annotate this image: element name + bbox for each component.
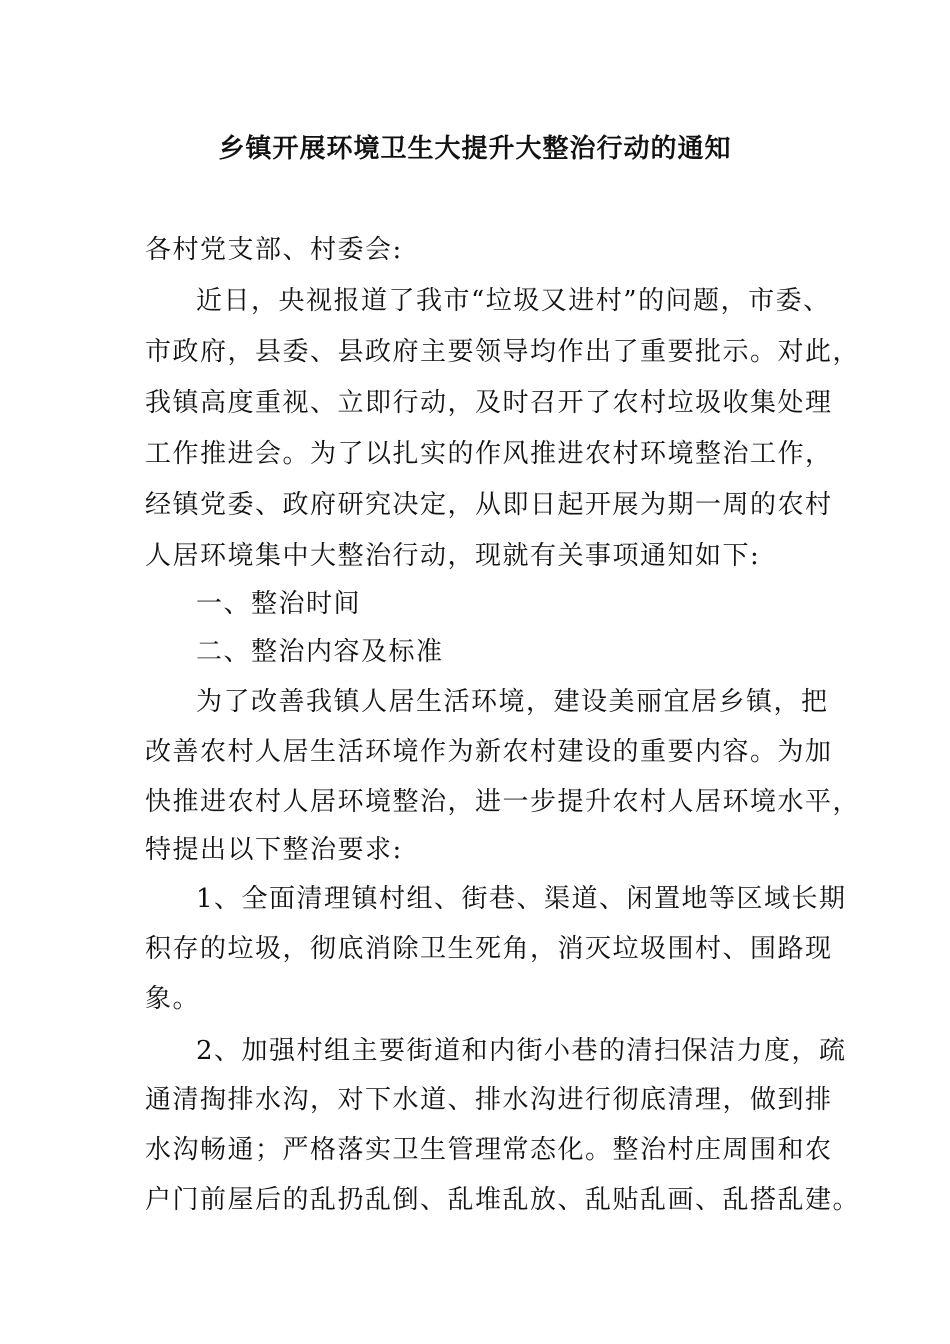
body-line: 特提出以下整治要求: [145,835,403,865]
salutation: 各村党支部、村委会: [145,235,403,265]
section-heading: 二、整治内容及标准 [196,637,444,667]
body-line: 工作推进会。为了以扎实的作风推进农村环境整治工作， [145,439,833,469]
body-line: 水沟畅通；严格落实卫生管理常态化。整治村庄周围和农 [145,1135,833,1165]
body-line: 为了改善我镇人居生活环境，建设美丽宜居乡镇，把 [196,687,829,717]
body-line: 市政府，县委、县政府主要领导均作出了重要批示。对此， [145,337,861,367]
body-line: 近日，央视报道了我市“垃圾又进村”的问题，市委、 [196,286,831,316]
body-line: 经镇党委、政府研究决定，从即日起开展为期一周的农村 [145,490,833,520]
body-line: 人居环境集中大整治行动，现就有关事项通知如下: [145,541,761,571]
body-line: 我镇高度重视、立即行动，及时召开了农村垃圾收集处理 [145,388,833,418]
document-title: 乡镇开展环境卫生大提升大整治行动的通知 [218,134,732,164]
body-line: 快推进农村人居环境整治，进一步提升农村人居环境水平， [145,787,861,817]
body-line: 积存的垃圾，彻底消除卫生死角，消灭垃圾围村、围路现 [145,934,833,964]
body-line: 象。 [145,984,201,1014]
section-heading: 一、整治时间 [196,589,362,619]
body-line: 1、全面清理镇村组、街巷、渠道、闲置地等区域长期 [196,884,847,914]
body-line: 改善农村人居生活环境作为新农村建设的重要内容。为加 [145,737,833,767]
body-line: 2、加强村组主要街道和内街小巷的清扫保洁力度，疏 [196,1036,847,1066]
body-line: 通清掏排水沟，对下水道、排水沟进行彻底清理，做到排 [145,1085,833,1115]
body-line: 户门前屋后的乱扔乱倒、乱堆乱放、乱贴乱画、乱搭乱建。 [145,1185,861,1215]
